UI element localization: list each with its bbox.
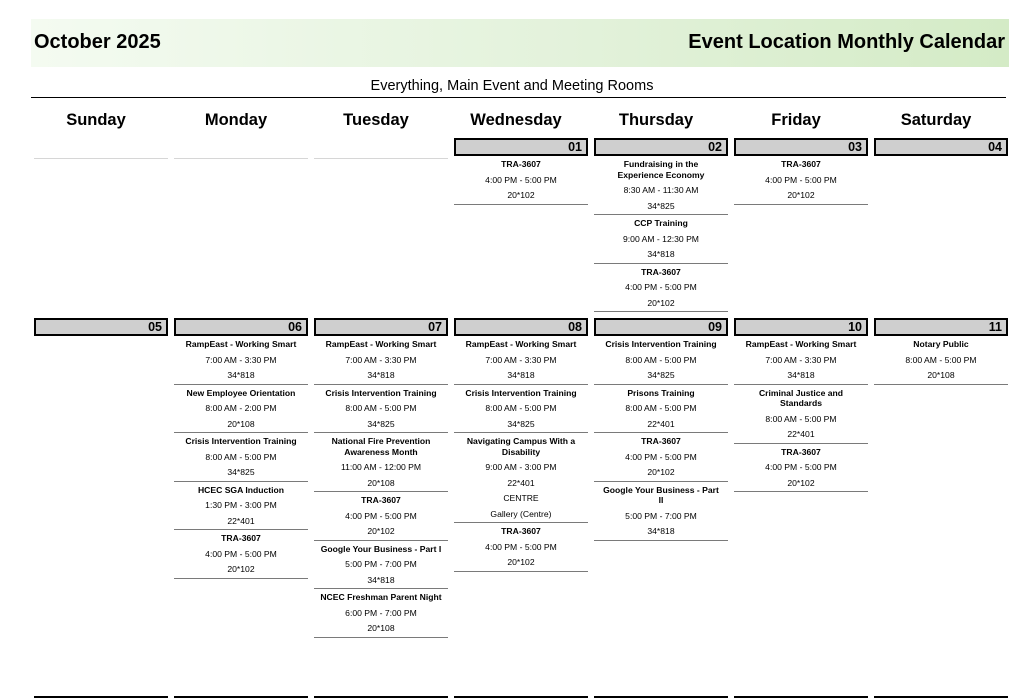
event-title: Prisons Training <box>627 387 695 398</box>
event-room: 20*108 <box>367 623 395 633</box>
event-room: 20*108 <box>227 418 255 429</box>
event-room: 34*825 <box>227 467 255 477</box>
event-room: 34*818 <box>367 574 395 585</box>
event-item[interactable] <box>454 523 588 572</box>
calendar-title: Event Location Monthly Calendar <box>688 31 1005 53</box>
event-title: New Employee Orientation <box>186 387 296 398</box>
event-item[interactable] <box>734 156 868 205</box>
calendar-header <box>31 19 1009 67</box>
event-room: CENTRE <box>503 493 539 503</box>
event-room: 34*818 <box>647 526 675 536</box>
event-time: 8:00 AM - 5:00 PM <box>205 451 277 462</box>
event-title: TRA-3607 <box>781 159 821 169</box>
event-time: 4:00 PM - 5:00 PM <box>485 174 557 185</box>
event-item[interactable] <box>454 336 588 385</box>
day-cell[interactable] <box>594 318 728 541</box>
event-room: 34*818 <box>227 370 255 380</box>
event-time: 4:00 PM - 5:00 PM <box>345 510 417 521</box>
event-title: Criminal Justice and Standards <box>758 387 844 408</box>
event-title: TRA-3607 <box>641 266 681 277</box>
event-room: 22*401 <box>787 429 815 439</box>
next-week-rule <box>734 696 868 698</box>
event-room: 20*102 <box>787 477 815 488</box>
event-room: 22*401 <box>507 477 535 488</box>
day-cell[interactable] <box>594 138 728 312</box>
event-title: Crisis Intervention Training <box>185 436 297 446</box>
event-time: 7:00 AM - 3:30 PM <box>205 354 277 365</box>
event-title: TRA-3607 <box>361 495 401 505</box>
event-time: 8:00 AM - 5:00 PM <box>905 354 977 365</box>
day-number: 05 <box>34 318 168 336</box>
event-title: TRA-3607 <box>641 436 681 446</box>
day-cell-empty-monday <box>174 138 308 159</box>
event-time: 8:00 AM - 5:00 PM <box>625 354 697 365</box>
event-item[interactable] <box>594 482 728 541</box>
event-title: National Fire Prevention Awareness Month <box>331 436 431 457</box>
event-room: 34*825 <box>367 418 395 429</box>
event-title: RampEast - Working Smart <box>465 339 577 349</box>
day-cell[interactable] <box>874 318 1008 385</box>
next-week-rule <box>874 696 1008 698</box>
event-time: 4:00 PM - 5:00 PM <box>765 462 837 472</box>
event-time: 7:00 AM - 3:30 PM <box>485 354 557 365</box>
event-item[interactable] <box>734 444 868 493</box>
event-time: 9:00 AM - 12:30 PM <box>623 233 699 244</box>
event-time: 7:00 AM - 3:30 PM <box>765 354 837 365</box>
day-number: 08 <box>454 318 588 336</box>
weekday-thursday: Thursday <box>618 111 694 129</box>
event-item[interactable] <box>174 336 308 385</box>
day-number: 02 <box>594 138 728 156</box>
weekday-tuesday: Tuesday <box>343 111 409 129</box>
event-time: 4:00 PM - 5:00 PM <box>205 548 277 559</box>
next-week-rule <box>314 696 448 698</box>
event-title: RampEast - Working Smart <box>325 339 437 349</box>
month-label: October 2025 <box>34 31 161 53</box>
event-item[interactable] <box>594 215 728 264</box>
event-time: 8:00 AM - 5:00 PM <box>625 403 697 413</box>
event-title: HCEC SGA Induction <box>197 484 285 495</box>
event-title: TRA-3607 <box>501 526 541 536</box>
weekday-saturday: Saturday <box>900 111 972 129</box>
weekday-friday: Friday <box>771 111 821 129</box>
event-title: NCEC Freshman Parent Night <box>320 592 442 602</box>
day-number: 03 <box>734 138 868 156</box>
calendar-subtitle: Everything, Main Event and Meeting Rooms <box>370 78 654 94</box>
event-time: 9:00 AM - 3:00 PM <box>485 462 557 472</box>
event-time: 8:00 AM - 5:00 PM <box>485 403 557 413</box>
event-item[interactable] <box>734 336 868 385</box>
event-title: Crisis Intervention Training <box>465 387 577 398</box>
event-time: 8:00 AM - 2:00 PM <box>205 403 277 413</box>
event-room: 34*818 <box>507 370 535 380</box>
event-room: 20*102 <box>787 190 815 200</box>
event-time: 4:00 PM - 5:00 PM <box>485 541 557 552</box>
event-item[interactable] <box>734 385 868 444</box>
event-item[interactable] <box>314 492 448 541</box>
header-rule <box>31 97 1006 98</box>
event-room: 20*108 <box>367 477 395 488</box>
event-item[interactable] <box>314 336 448 385</box>
event-title: RampEast - Working Smart <box>745 339 857 349</box>
event-item[interactable] <box>174 385 308 434</box>
day-cell[interactable] <box>454 138 588 205</box>
day-cell[interactable] <box>174 318 308 579</box>
event-title: TRA-3607 <box>221 533 261 543</box>
event-item[interactable] <box>314 433 448 492</box>
event-title: TRA-3607 <box>501 159 541 169</box>
next-week-rule <box>594 696 728 698</box>
event-item[interactable] <box>454 433 588 523</box>
event-room: 20*102 <box>507 190 535 200</box>
event-item[interactable] <box>594 264 728 313</box>
event-time: 8:30 AM - 11:30 AM <box>623 185 699 195</box>
event-item[interactable] <box>454 385 588 434</box>
event-item[interactable] <box>314 541 448 590</box>
next-week-rule <box>454 696 588 698</box>
event-time: 4:00 PM - 5:00 PM <box>625 451 697 462</box>
next-week-rule <box>174 696 308 698</box>
event-item[interactable] <box>594 385 728 434</box>
day-number: 10 <box>734 318 868 336</box>
day-cell-empty-tuesday <box>314 138 448 159</box>
day-cell[interactable] <box>874 138 1008 156</box>
event-room: 34*825 <box>647 370 675 380</box>
event-title: Crisis Intervention Training <box>605 339 717 349</box>
event-title: Google Your Business - Part II <box>603 484 719 505</box>
event-room: 34*825 <box>647 200 675 211</box>
event-title: TRA-3607 <box>781 446 821 457</box>
weekday-sunday: Sunday <box>66 111 126 129</box>
event-room: Gallery (Centre) <box>490 508 552 519</box>
event-time: 11:00 AM - 12:00 PM <box>340 462 422 472</box>
event-time: 6:00 PM - 7:00 PM <box>345 607 417 618</box>
event-room: 20*108 <box>927 370 955 380</box>
event-title: Crisis Intervention Training <box>325 387 437 398</box>
event-room: 20*102 <box>227 564 255 574</box>
day-cell[interactable] <box>454 318 588 572</box>
event-room: 22*401 <box>647 418 675 429</box>
event-time: 1:30 PM - 3:00 PM <box>205 500 277 510</box>
event-title: Notary Public <box>913 339 969 349</box>
next-week-rule <box>34 696 168 698</box>
event-item[interactable] <box>454 156 588 205</box>
day-number: 01 <box>454 138 588 156</box>
weekday-monday: Monday <box>204 111 268 129</box>
event-room: 34*825 <box>507 418 535 429</box>
event-time: 8:00 AM - 5:00 PM <box>765 413 837 424</box>
weekday-wednesday: Wednesday <box>470 111 562 129</box>
event-room: 20*102 <box>647 297 675 308</box>
event-room: 34*818 <box>647 249 675 259</box>
event-room: 20*102 <box>507 557 535 567</box>
event-item[interactable] <box>174 530 308 579</box>
day-number: 06 <box>174 318 308 336</box>
day-number: 04 <box>874 138 1008 156</box>
event-item[interactable] <box>314 589 448 638</box>
day-number: 09 <box>594 318 728 336</box>
event-room: 22*401 <box>227 515 255 526</box>
event-item[interactable] <box>174 482 308 531</box>
event-time: 8:00 AM - 5:00 PM <box>345 403 417 413</box>
day-number: 11 <box>874 318 1008 336</box>
day-cell[interactable] <box>34 318 168 336</box>
event-title: Navigating Campus With a Disability <box>466 436 576 457</box>
event-time: 5:00 PM - 7:00 PM <box>625 510 697 521</box>
event-room: 20*102 <box>367 526 395 536</box>
event-time: 4:00 PM - 5:00 PM <box>765 174 837 185</box>
event-title: Fundraising in the Experience Economy <box>617 159 705 180</box>
event-title: RampEast - Working Smart <box>185 339 297 349</box>
day-cell-empty-sunday <box>34 138 168 159</box>
day-cell[interactable] <box>734 138 868 205</box>
event-item[interactable] <box>594 156 728 215</box>
event-title: Google Your Business - Part I <box>320 543 442 554</box>
day-cell[interactable] <box>314 318 448 638</box>
event-time: 7:00 AM - 3:30 PM <box>345 354 417 365</box>
event-title: CCP Training <box>634 218 688 228</box>
event-time: 5:00 PM - 7:00 PM <box>345 559 417 569</box>
event-item[interactable] <box>594 433 728 482</box>
event-room: 34*818 <box>367 370 395 380</box>
day-number: 07 <box>314 318 448 336</box>
event-item[interactable] <box>594 336 728 385</box>
event-time: 4:00 PM - 5:00 PM <box>625 282 697 292</box>
event-item[interactable] <box>874 336 1008 385</box>
event-room: 34*818 <box>787 370 815 380</box>
event-item[interactable] <box>314 385 448 434</box>
day-cell[interactable] <box>734 318 868 492</box>
event-item[interactable] <box>174 433 308 482</box>
event-room: 20*102 <box>647 467 675 477</box>
